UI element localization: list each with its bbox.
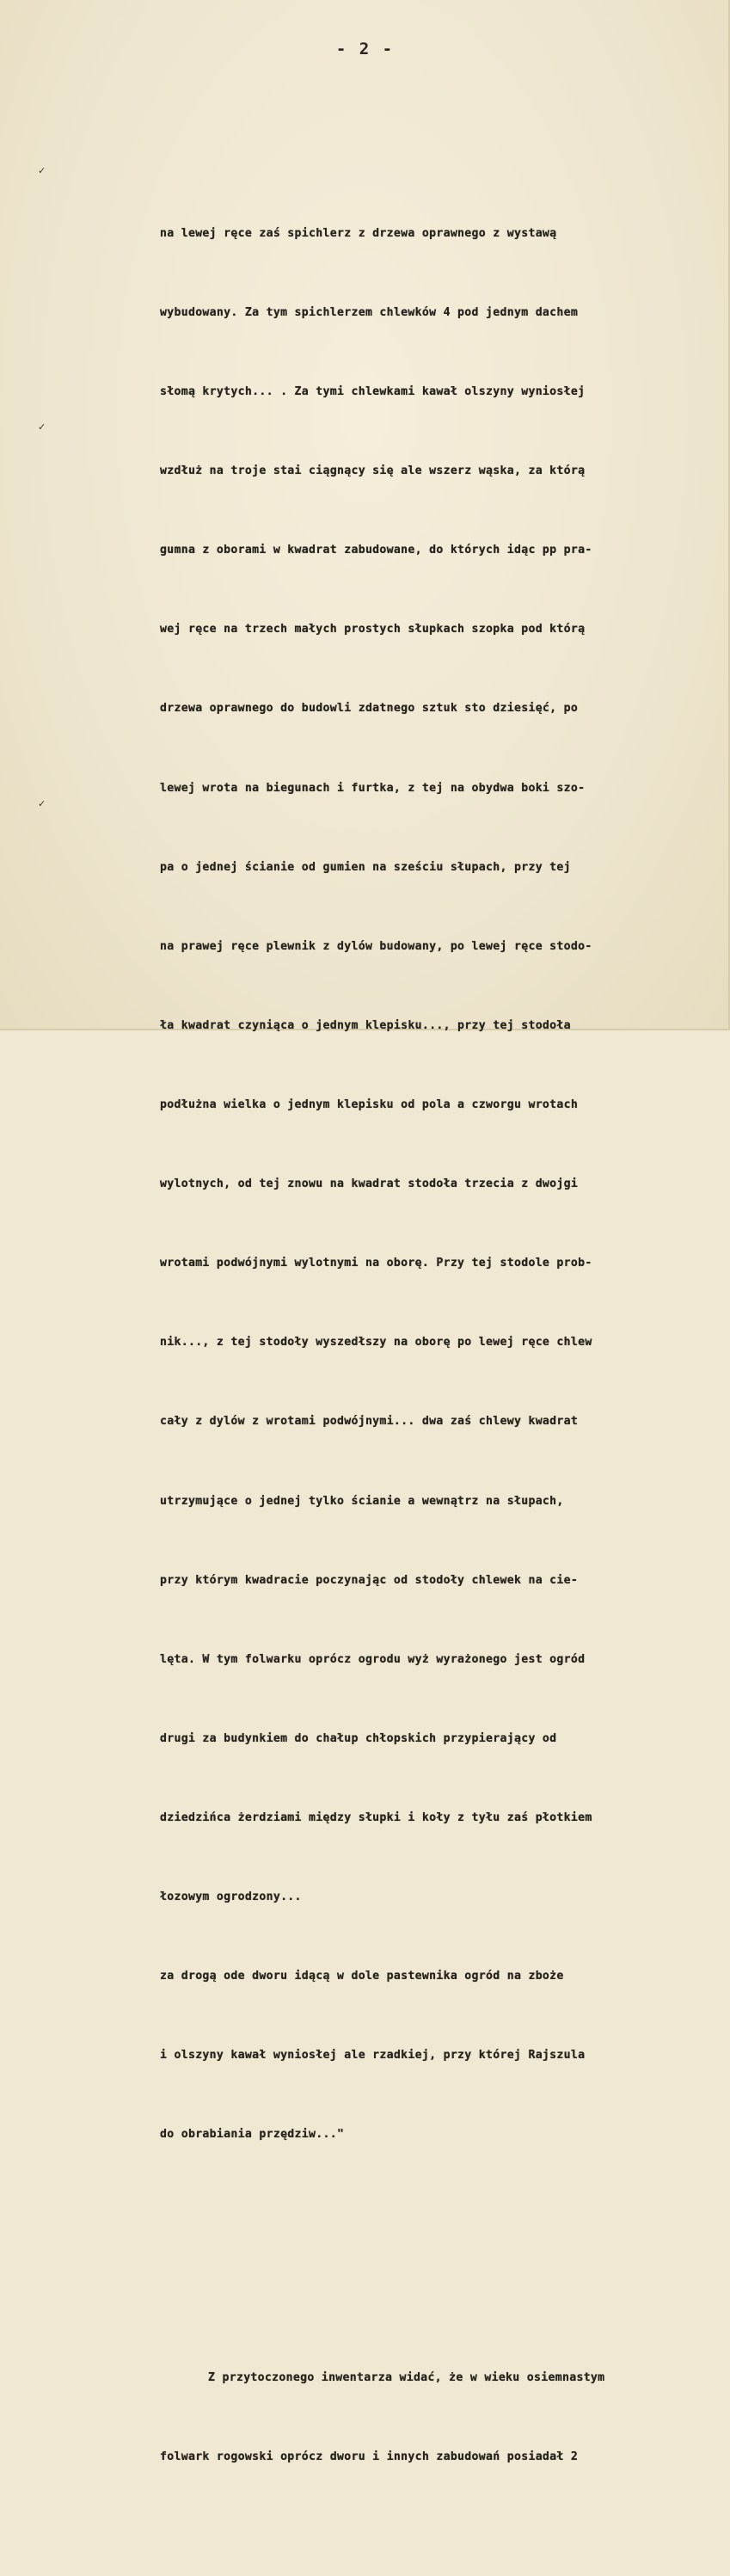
text-line: wybudowany. Za tym spichlerzem chlewków 4 pod jednym dachem	[160, 305, 579, 319]
body-text	[160, 115, 719, 2576]
margin-mark: ✓	[38, 421, 46, 433]
text-line: lewej wrota na biegunach i furtka, z tej na obydwa boki szo-	[160, 781, 586, 795]
text-line: Z przytoczonego inwentarza widać, że w wieku osiemnastym	[208, 2370, 605, 2384]
text-line: cały z dylów z wrotami podwójnymi... dwa zaś chlewy kwadrat	[160, 1415, 579, 1429]
text-line: na lewej ręce zaś spichlerz z drzewa oprawnego z wystawą	[160, 226, 557, 240]
text-line: słomą krytych... . Za tymi chlewkami kawał olszyny wyniosłej	[160, 385, 586, 399]
margin-mark: ✓	[38, 165, 46, 176]
text-line: za drogą ode dworu idącą w dole pastewnika ogród na zboże	[160, 1970, 564, 1983]
page-number: - 2 -	[335, 40, 395, 58]
text-line: i olszyny kawał wyniosłej ale rzadkiej, przy której Rajszula	[160, 2049, 586, 2063]
text-line: wylotnych, od tej znowu na kwadrat stodoła trzecia z dwojgi	[160, 1177, 579, 1191]
margin-mark: ✓	[38, 798, 46, 809]
text-line: pa o jednej ścianie od gumien na sześciu słupach, przy tej	[160, 860, 571, 874]
text-line: wrotami podwójnymi wylotnymi na oborę. Przy tej stodole prob-	[160, 1257, 592, 1270]
text-line: do obrabiania przędziw..."	[160, 2128, 345, 2142]
text-line: przy którym kwadracie poczynając od stodoły chlewek na cie-	[160, 1573, 579, 1587]
paragraph-quote	[160, 168, 719, 2201]
text-line: lęta. W tym folwarku oprócz ogrodu wyż wyrażonego jest ogród	[160, 1652, 586, 1666]
text-line: ła kwadrat czyniąca o jednym klepisku..., przy tej stodoła	[160, 1018, 571, 1032]
paragraph-commentary	[160, 2312, 719, 2524]
text-line: wzdłuż na troje stai ciągnący się ale wszerz wąska, za którą	[160, 464, 586, 478]
text-line: na prawej ręce plewnik z dylów budowany, po lewej ręce stodo-	[160, 939, 592, 953]
text-line: dziedzińca żerdziami między słupki i koły z tyłu zaś płotkiem	[160, 1811, 592, 1824]
paragraph-gap	[160, 2254, 719, 2259]
text-line: nik..., z tej stodoły wyszedłszy na oborę po lewej ręce chlew	[160, 1336, 592, 1349]
text-line: drugi za budynkiem do chałup chłopskich przypierający od	[160, 1731, 557, 1745]
text-line: drzewa oprawnego do budowli zdatnego sztuk sto dziesięć, po	[160, 702, 579, 716]
text-line: folwark rogowski oprócz dworu i innych zabudowań posiadał 2	[160, 2450, 579, 2463]
text-line: utrzymujące o jednej tylko ścianie a wewnątrz na słupach,	[160, 1494, 564, 1508]
text-line: łozowym ogrodzony...	[160, 1891, 302, 1904]
text-line: wej ręce na trzech małych prostych słupkach szopka pod którą	[160, 623, 586, 636]
text-line: podłużna wielka o jednym klepisku od pola a czworgu wrotach	[160, 1098, 579, 1112]
text-line: gumna z oborami w kwadrat zabudowane, do których idąc pp pra-	[160, 544, 592, 557]
